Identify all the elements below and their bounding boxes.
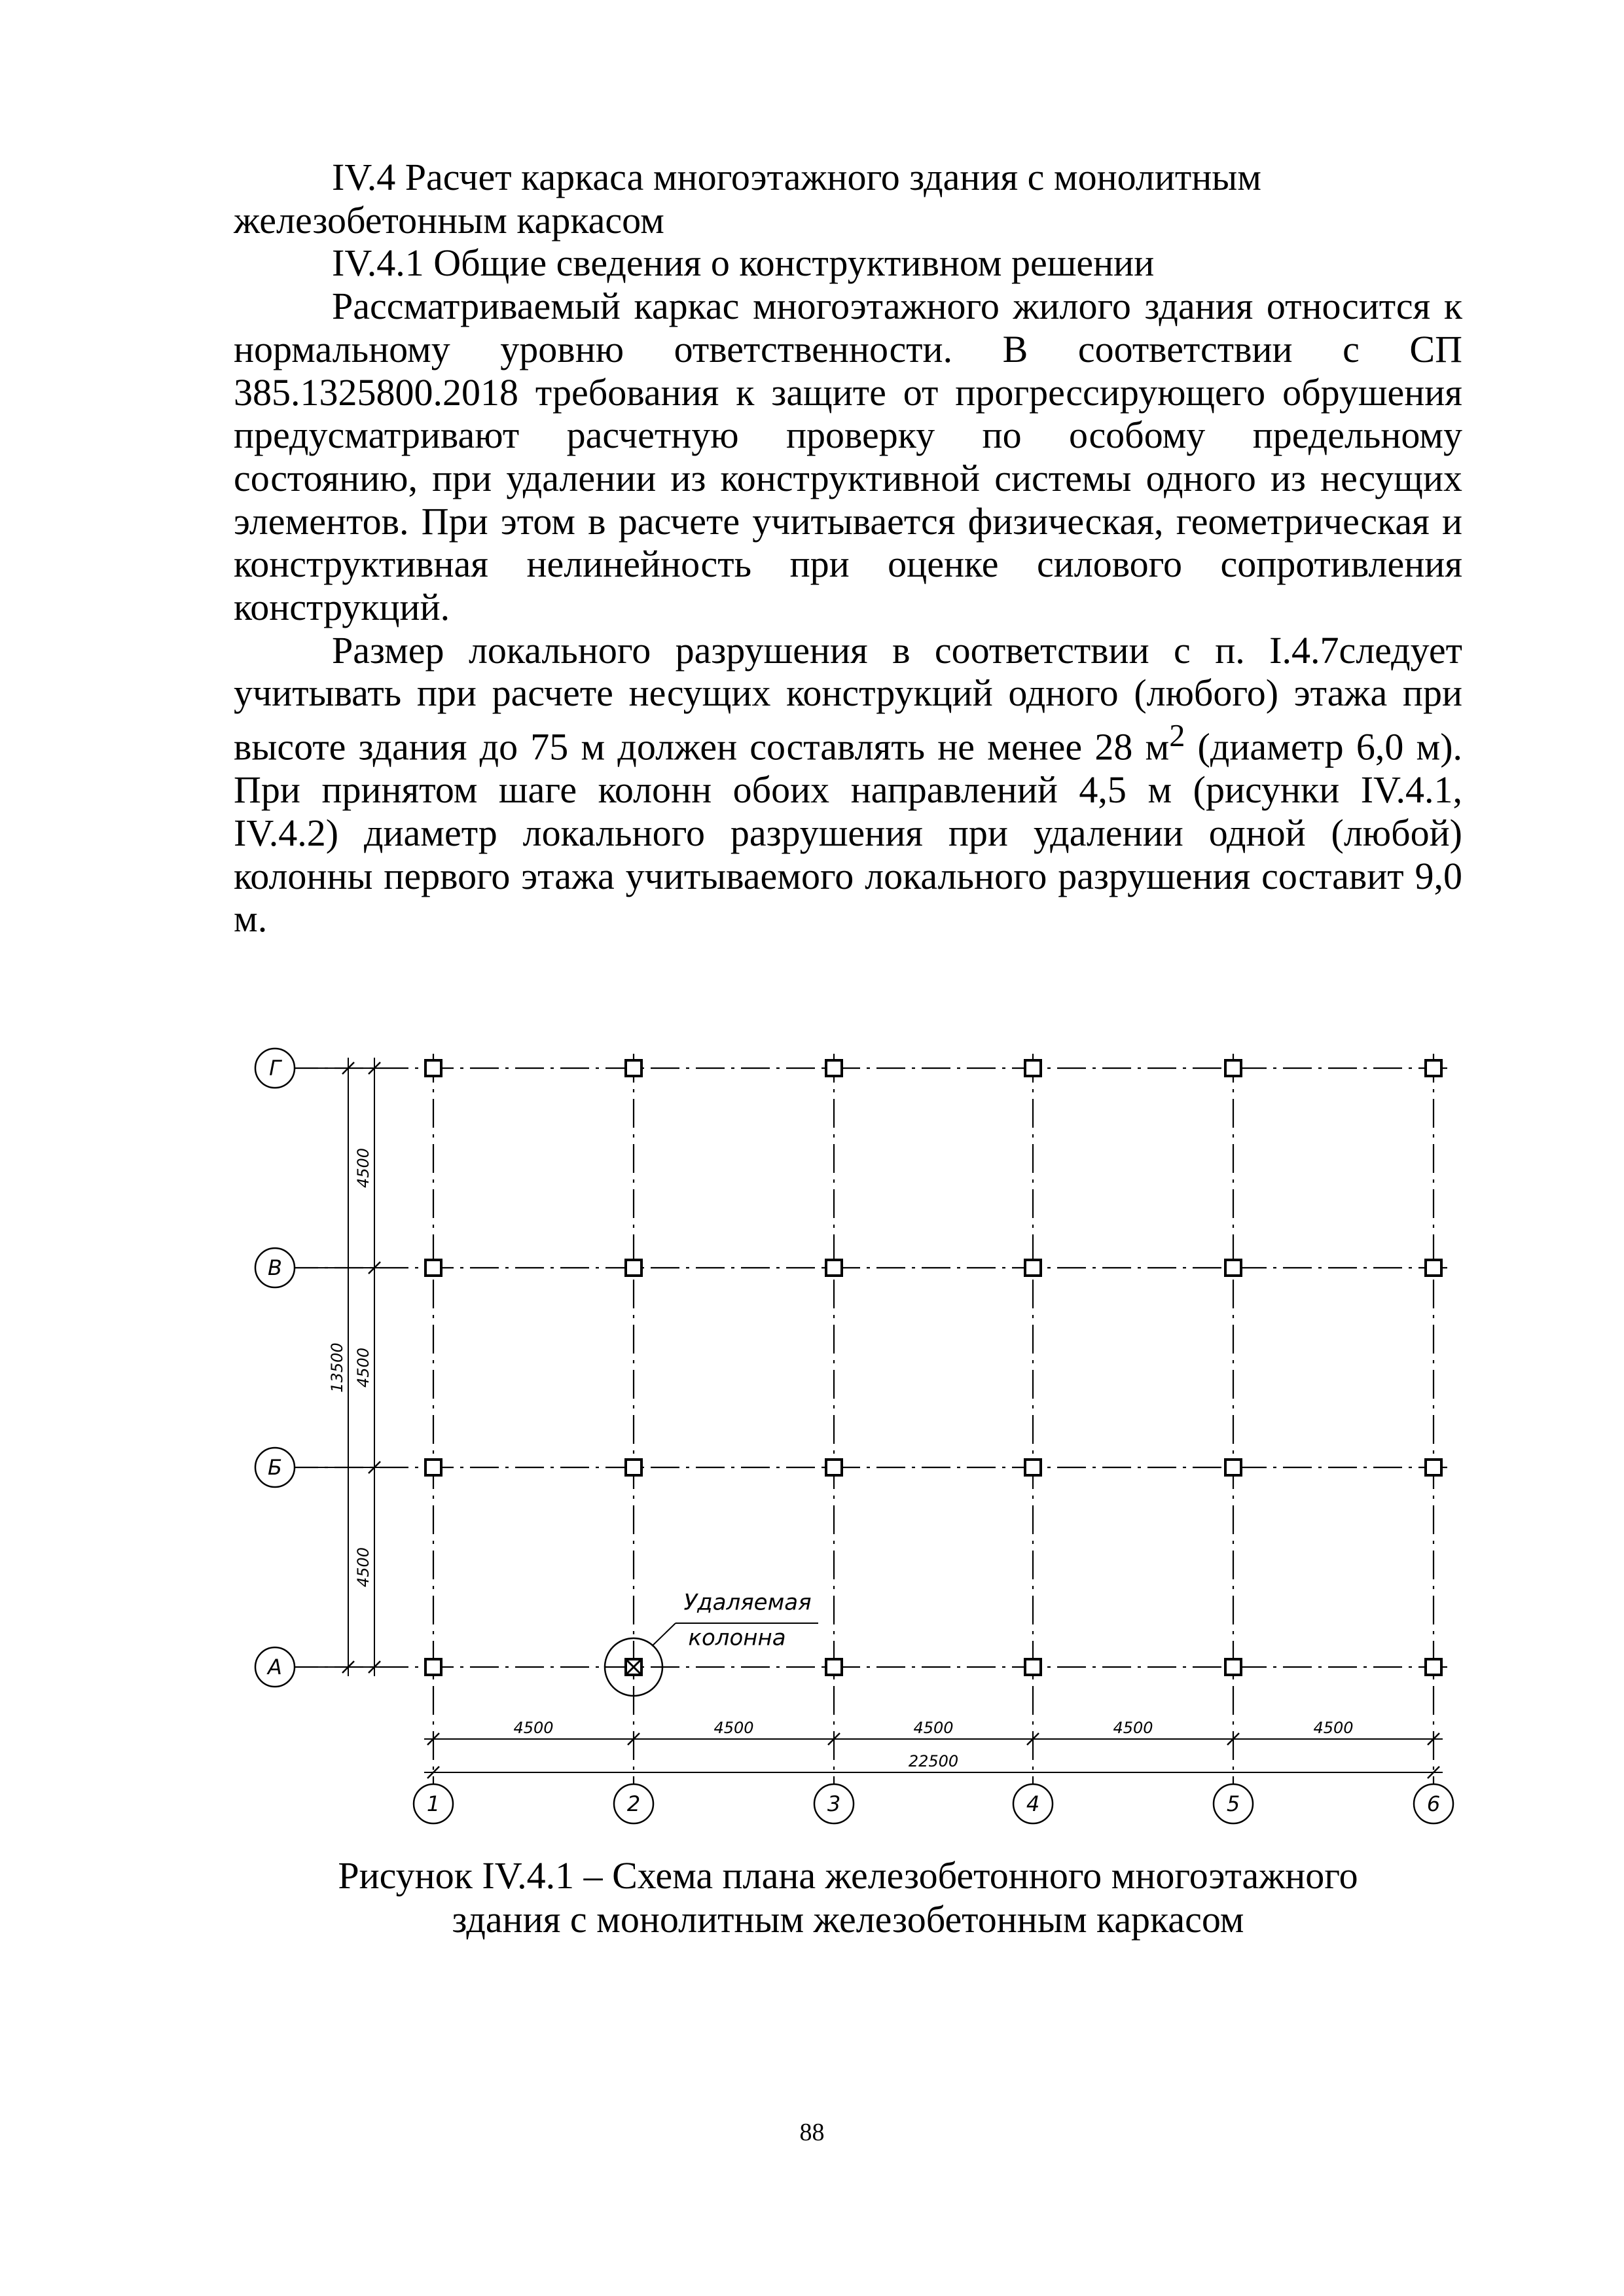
axis-label-В: В (268, 1255, 282, 1280)
axis-label-5: 5 (1226, 1791, 1240, 1816)
column-Б-5 (1225, 1460, 1241, 1475)
axis-label-А: А (268, 1655, 282, 1679)
floor-plan-drawing (236, 1021, 1466, 1872)
column-spacing-label: 4500 (1313, 1719, 1354, 1737)
axis-label-Б: Б (268, 1455, 282, 1480)
removed-column-note-line-2: колонна (688, 1624, 786, 1651)
column-В-3 (826, 1260, 842, 1276)
column-Б-2 (626, 1460, 641, 1475)
paragraph-2-part-a: Размер локального разрушения в соответствии с п. I.4.7следует учитывать при расчете несущих конструкций одного (любого) этажа при высоте здания до 75 м должен составлять не менее 28 м (234, 628, 1462, 768)
column-Г-3 (826, 1060, 842, 1076)
column-А-5 (1225, 1659, 1241, 1675)
column-Г-1 (425, 1060, 441, 1076)
superscript-2: 2 (1169, 719, 1185, 754)
column-В-6 (1426, 1260, 1441, 1276)
row-spacing-label: 4500 (354, 1547, 372, 1588)
column-А-1 (425, 1659, 441, 1675)
body-text (234, 156, 1462, 941)
column-Б-1 (425, 1460, 441, 1475)
caption-line-1: Рисунок IV.4.1 – Схема плана железобетонного многоэтажного (338, 1854, 1358, 1897)
caption-line-2: здания с монолитным железобетонным каркасом (452, 1898, 1244, 1941)
column-spacing-label: 4500 (1113, 1719, 1153, 1737)
column-Г-4 (1025, 1060, 1041, 1076)
floor-plan-figure (236, 1021, 1466, 1872)
column-spacing-label: 4500 (713, 1719, 754, 1737)
column-Б-4 (1025, 1460, 1041, 1475)
section-heading: IV.4 Расчет каркаса многоэтажного здания с монолитным железобетонным каркасом (234, 156, 1261, 242)
removed-column-note-line-1: Удаляемая (683, 1589, 812, 1616)
column-В-5 (1225, 1260, 1241, 1276)
row-spacing-label: 4500 (354, 1347, 372, 1388)
figure-caption (234, 1854, 1462, 1941)
column-Г-2 (626, 1060, 641, 1076)
page-number: 88 (799, 2119, 825, 2146)
column-Г-6 (1426, 1060, 1441, 1076)
column-А-6 (1426, 1659, 1441, 1675)
column-Б-6 (1426, 1460, 1441, 1475)
axis-label-Г: Г (269, 1056, 281, 1081)
total-width-label: 22500 (908, 1752, 959, 1770)
axis-label-6: 6 (1426, 1791, 1441, 1816)
column-В-4 (1025, 1260, 1041, 1276)
axis-label-3: 3 (827, 1791, 841, 1816)
column-В-2 (626, 1260, 641, 1276)
row-spacing-label: 4500 (354, 1147, 372, 1189)
column-Г-5 (1225, 1060, 1241, 1076)
removed-column-leader (652, 1623, 676, 1646)
column-В-1 (425, 1260, 441, 1276)
subsection-heading: IV.4.1 Общие сведения о конструктивном решении (332, 242, 1155, 285)
paragraph-1: Рассматриваемый каркас многоэтажного жилого здания относится к нормальному уровню ответственности. В соответствии с СП 385.1325800.2018 требования к защите от прогрессирующего обрушения предусматривают расчетную проверку по особому предельному состоянию, при удалении из конструктивной системы одного из несущих элементов. При этом в расчете учитывается физическая, геометрическая и конструктивная нелинейность при оценке силового сопротивления конструкций. (234, 285, 1462, 629)
axis-label-1: 1 (426, 1791, 441, 1816)
axis-label-2: 2 (626, 1791, 641, 1816)
paragraph-2 (234, 629, 1462, 941)
column-А-3 (826, 1659, 842, 1675)
column-spacing-label: 4500 (913, 1719, 954, 1737)
paragraph-2-part-b: (диаметр 6,0 м). При принятом шаге колонн обоих направлений 4,5 м (рисунки IV.4.1, IV.4.2) диаметр локального разрушения при удалении одной (любой) колонны первого этажа учитываемого локального разрушения составит 9,0 м. (234, 725, 1463, 941)
column-spacing-label: 4500 (513, 1719, 554, 1737)
column-А-4 (1025, 1659, 1041, 1675)
axis-label-4: 4 (1026, 1791, 1040, 1816)
total-height-label: 13500 (328, 1342, 346, 1393)
column-Б-3 (826, 1460, 842, 1475)
